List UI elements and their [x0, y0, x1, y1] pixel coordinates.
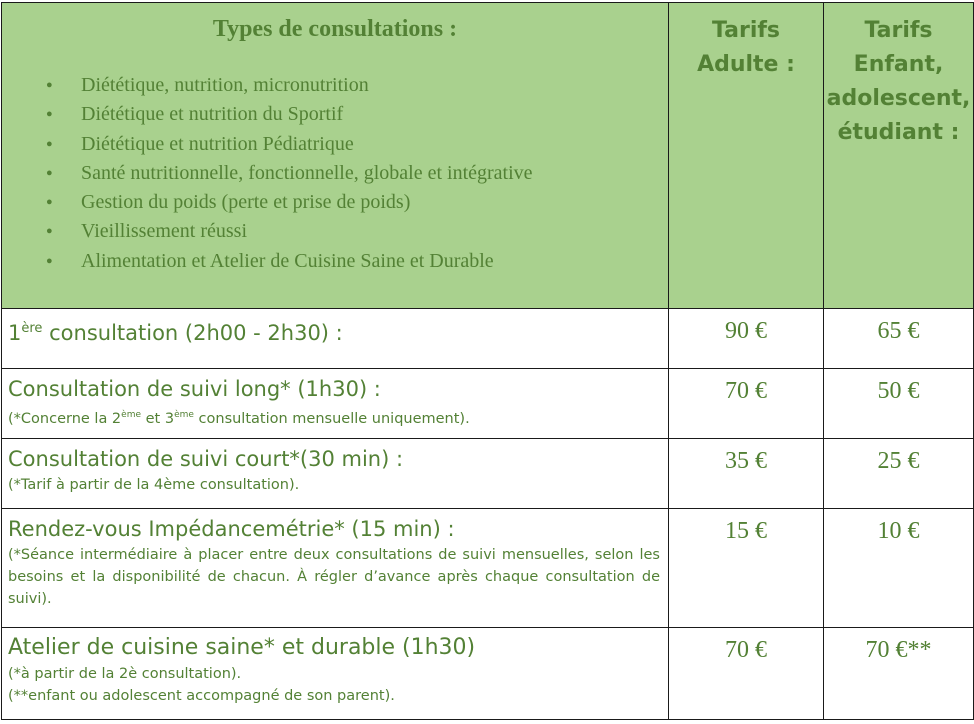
child-price: 25 € — [877, 448, 920, 474]
types-list-item: ● Santé nutritionnelle, fonctionnelle, globale et intégrative — [46, 159, 668, 188]
adult-price-cell — [669, 628, 824, 720]
adult-price: 90 € — [725, 318, 767, 344]
types-list-item: ● Diététique, nutrition, micronutrition — [46, 71, 668, 100]
adult-price: 70 € — [725, 637, 767, 663]
adult-header-line: Tarifs — [711, 18, 781, 43]
consultation-label: Consultation de suivi long* (1h30) : — [8, 377, 381, 401]
types-list — [2, 71, 668, 276]
consultation-note: (*Concerne la 2ème et 3ème consultation mensuelle uniquement). — [8, 410, 470, 427]
child-price: 10 € — [877, 518, 920, 544]
tarifs-table — [1, 2, 974, 720]
types-list-item: ● Diététique et nutrition Pédiatrique — [46, 130, 668, 159]
adult-header-line: Adulte : — [697, 52, 795, 77]
child-price-cell — [824, 439, 974, 509]
child-price: 65 € — [877, 318, 920, 344]
consultation-note: (*Tarif à partir de la 4ème consultation). — [8, 477, 300, 493]
adult-header-cell — [669, 3, 824, 309]
child-price-cell — [824, 509, 974, 628]
consultation-cell — [2, 309, 669, 369]
consultation-cell — [2, 369, 669, 439]
child-price: 50 € — [877, 378, 920, 404]
child-price-cell — [824, 309, 974, 369]
table-row — [2, 509, 974, 628]
types-list-item: ● Gestion du poids (perte et prise de poids) — [46, 188, 668, 217]
table-row — [2, 369, 974, 439]
table-row — [2, 439, 974, 509]
types-title: Types de consultations : — [212, 16, 458, 42]
child-header-line: Enfant, — [853, 52, 944, 77]
types-list-item: ● Alimentation et Atelier de Cuisine Saine et Durable — [46, 247, 668, 276]
header-row — [2, 3, 974, 309]
types-list-item: ● Vieillissement réussi — [46, 217, 668, 246]
adult-price: 70 € — [725, 378, 767, 404]
adult-column-header — [669, 3, 823, 82]
adult-price-cell — [669, 309, 824, 369]
adult-price-cell — [669, 439, 824, 509]
consultation-cell — [2, 628, 669, 720]
child-header-cell — [824, 3, 974, 309]
adult-price: 35 € — [725, 448, 767, 474]
consultation-label: Consultation de suivi court*(30 min) : — [8, 447, 404, 471]
child-price-cell — [824, 628, 974, 720]
child-header-line: étudiant : — [837, 120, 960, 145]
consultation-label: Atelier de cuisine saine* et durable (1h30) — [8, 635, 476, 660]
child-header-line: Tarifs — [864, 18, 933, 43]
child-price-cell — [824, 369, 974, 439]
consultation-label: 1ère consultation (2h00 - 2h30) : — [8, 321, 343, 345]
adult-price: 15 € — [725, 518, 767, 544]
table-row — [2, 628, 974, 720]
consultation-label: Rendez-vous Impédancemétrie* (15 min) : — [8, 517, 455, 541]
table-row — [2, 309, 974, 369]
consultation-cell — [2, 509, 669, 628]
consultation-cell — [2, 439, 669, 509]
child-header-line: adolescent, — [826, 86, 971, 111]
adult-price-cell — [669, 369, 824, 439]
child-column-header — [824, 3, 973, 150]
consultation-note: (*Séance intermédiaire à placer entre deux consultations de suivi mensuelles, selon les besoins et la disponibilité de chacun. À régler d’avance après chaque consultation de suivi). — [8, 547, 660, 607]
adult-price-cell — [669, 509, 824, 628]
types-list-item: ● Diététique et nutrition du Sportif — [46, 100, 668, 129]
consultation-note: (**enfant ou adolescent accompagné de son parent). — [8, 688, 395, 704]
child-price: 70 €** — [865, 637, 932, 663]
consultation-note: (*à partir de la 2è consultation). — [8, 666, 242, 682]
types-cell — [2, 3, 669, 309]
